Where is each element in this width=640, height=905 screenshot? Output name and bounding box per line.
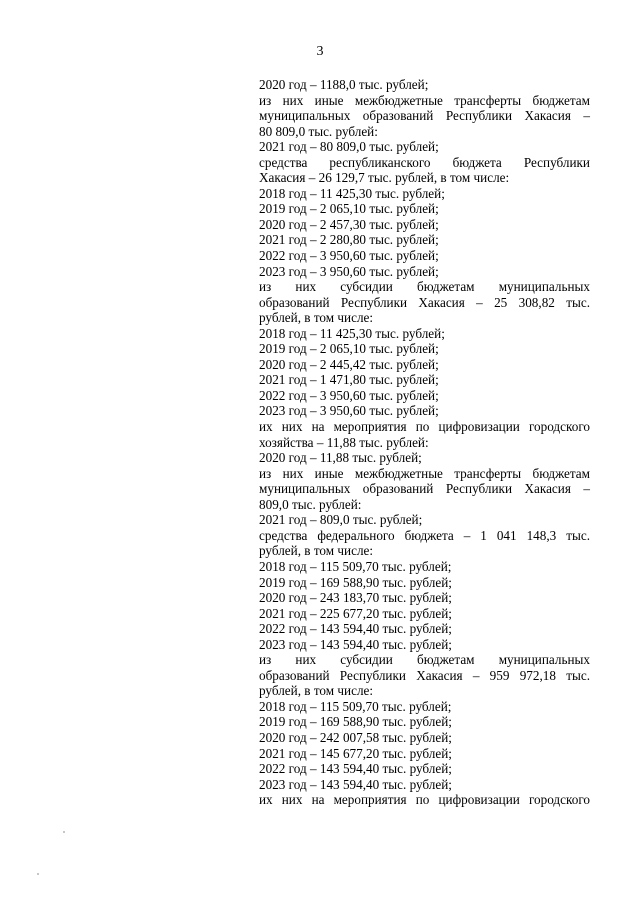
text-line: 2018 год – 11 425,30 тыс. рублей; bbox=[259, 185, 445, 201]
text-line: 2020 год – 2 457,30 тыс. рублей; bbox=[259, 216, 439, 232]
text-line: 2020 год – 2 445,42 тыс. рублей; bbox=[259, 356, 439, 372]
text-line: 809,0 тыс. рублей: bbox=[259, 496, 362, 512]
text-line: 2023 год – 143 594,40 тыс. рублей; bbox=[259, 636, 452, 652]
text-line: их них на мероприятия по цифровизации городского bbox=[259, 419, 590, 435]
scan-speck bbox=[37, 873, 39, 875]
text-line: 2018 год – 11 425,30 тыс. рублей; bbox=[259, 325, 445, 341]
text-line: рублей, в том числе: bbox=[259, 543, 374, 559]
text-line: рублей, в том числе: bbox=[259, 683, 374, 699]
text-line: 2021 год – 225 677,20 тыс. рублей; bbox=[259, 605, 452, 621]
text-line: 2021 год – 80 809,0 тыс. рублей; bbox=[259, 139, 439, 155]
text-line: 2022 год – 3 950,60 тыс. рублей; bbox=[259, 387, 439, 403]
text-line: рублей, в том числе: bbox=[259, 310, 374, 326]
text-line: хозяйства – 11,88 тыс. рублей: bbox=[259, 434, 429, 450]
text-line: их них на мероприятия по цифровизации городского bbox=[259, 792, 590, 808]
text-line: 2020 год – 243 183,70 тыс. рублей; bbox=[259, 590, 452, 606]
text-line: Хакасия – 26 129,7 тыс. рублей, в том числе: bbox=[259, 170, 510, 186]
text-line: муниципальных образований Республики Хакасия – bbox=[259, 108, 590, 124]
text-line: из них субсидии бюджетам муниципальных bbox=[259, 652, 590, 668]
text-line: муниципальных образований Республики Хакасия – bbox=[259, 481, 590, 497]
text-line: 2022 год – 3 950,60 тыс. рублей; bbox=[259, 248, 439, 264]
text-line: 2019 год – 2 065,10 тыс. рублей; bbox=[259, 341, 439, 357]
body-text bbox=[259, 77, 590, 808]
page-number: 3 bbox=[316, 44, 324, 59]
text-line: средства федерального бюджета – 1 041 148,3 тыс. bbox=[259, 527, 590, 543]
text-line: 2020 год – 242 007,58 тыс. рублей; bbox=[259, 729, 452, 745]
text-line: из них иные межбюджетные трансферты бюджетам bbox=[259, 465, 590, 481]
text-line: 2018 год – 115 509,70 тыс. рублей; bbox=[259, 558, 452, 574]
text-line: 2021 год – 1 471,80 тыс. рублей; bbox=[259, 372, 439, 388]
text-line: из них иные межбюджетные трансферты бюджетам bbox=[259, 92, 590, 108]
text-line: 2019 год – 169 588,90 тыс. рублей; bbox=[259, 714, 452, 730]
text-line: средства республиканского бюджета Республики bbox=[259, 154, 590, 170]
text-line: 2019 год – 2 065,10 тыс. рублей; bbox=[259, 201, 439, 217]
text-line: 2020 год – 11,88 тыс. рублей; bbox=[259, 450, 422, 466]
text-line: образований Республики Хакасия – 25 308,82 тыс. bbox=[259, 294, 590, 310]
text-line: 2023 год – 143 594,40 тыс. рублей; bbox=[259, 776, 452, 792]
text-line: 2022 год – 143 594,40 тыс. рублей; bbox=[259, 761, 452, 777]
text-line: 2020 год – 1188,0 тыс. рублей; bbox=[259, 77, 429, 92]
text-line: 2023 год – 3 950,60 тыс. рублей; bbox=[259, 403, 439, 419]
text-line: 2021 год – 809,0 тыс. рублей; bbox=[259, 512, 423, 528]
text-line: 2019 год – 169 588,90 тыс. рублей; bbox=[259, 574, 452, 590]
text-line: 80 809,0 тыс. рублей: bbox=[259, 123, 378, 139]
text-line: 2022 год – 143 594,40 тыс. рублей; bbox=[259, 621, 452, 637]
text-line: 2021 год – 2 280,80 тыс. рублей; bbox=[259, 232, 439, 248]
text-line: из них субсидии бюджетам муниципальных bbox=[259, 279, 590, 295]
text-line: 2018 год – 115 509,70 тыс. рублей; bbox=[259, 698, 452, 714]
text-line: 2023 год – 3 950,60 тыс. рублей; bbox=[259, 263, 439, 279]
text-line: образований Республики Хакасия – 959 972,18 тыс. bbox=[259, 667, 590, 683]
text-line: 2021 год – 145 677,20 тыс. рублей; bbox=[259, 745, 452, 761]
scan-speck bbox=[63, 831, 65, 833]
